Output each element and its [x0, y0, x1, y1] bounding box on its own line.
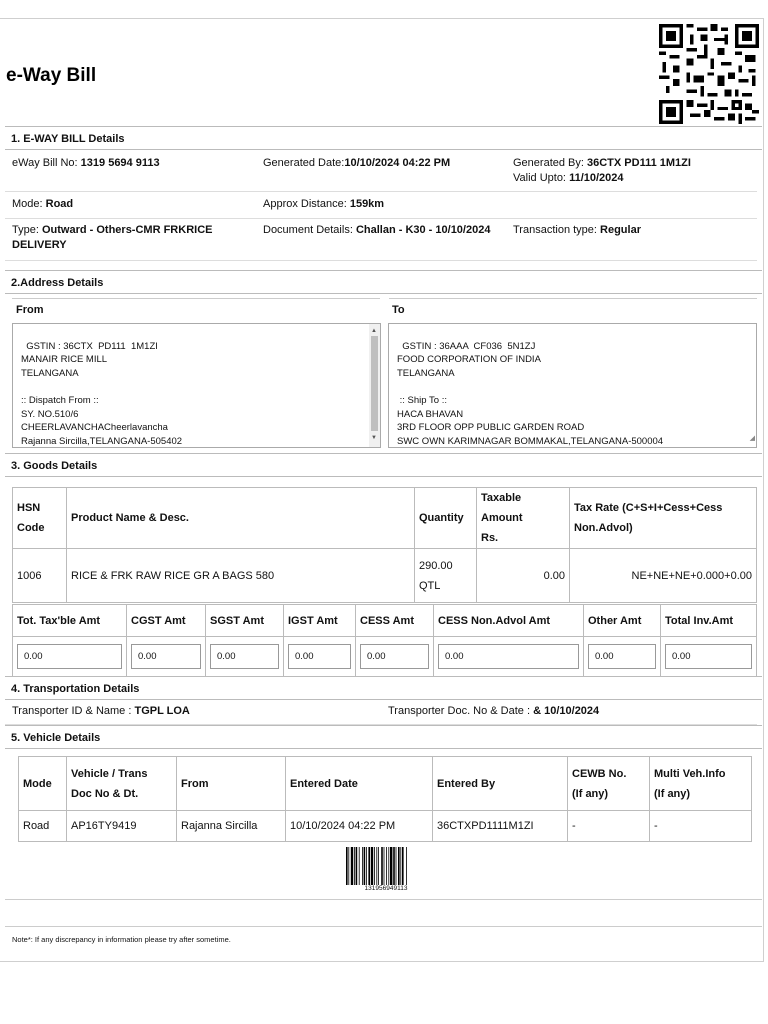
tax-col-taxable: Tot. Tax'ble Amt	[13, 605, 127, 637]
document-details-value: Challan - K30 - 10/10/2024	[355, 224, 491, 236]
cess-amt-field[interactable]: 0.00	[360, 644, 429, 669]
total-inv-amt-field[interactable]: 0.00	[665, 644, 752, 669]
type-value: Outward - Others-CMR FRKRICE	[41, 224, 213, 236]
goods-col-taxable: Taxable Amount Rs.	[477, 488, 570, 549]
transporter-doc-value: & 10/10/2024	[533, 705, 600, 717]
cgst-amt-field[interactable]: 0.00	[131, 644, 201, 669]
ewb-details-row-3	[5, 223, 757, 261]
document-details-field: Document Details: Challan - K30 - 10/10/2024	[263, 224, 491, 236]
tax-values-row	[13, 637, 757, 677]
tax-col-cess: CESS Amt	[356, 605, 434, 637]
vehicle-col-cewb: CEWB No. (If any)	[568, 757, 650, 811]
vehicle-col-multi: Multi Veh.Info (If any)	[650, 757, 752, 811]
transporter-field: Transporter ID & Name : TGPL LOA	[12, 705, 190, 717]
tot-taxable-amt-field[interactable]: 0.00	[17, 644, 122, 669]
type-value-cont: DELIVERY	[12, 239, 67, 251]
vehicle-col-entered-by: Entered By	[433, 757, 568, 811]
to-address-textarea[interactable]	[388, 323, 757, 448]
other-amt-field[interactable]: 0.00	[588, 644, 656, 669]
ewb-details-row-2	[5, 197, 757, 219]
vehicle-multi-cell: -	[650, 811, 752, 842]
ewb-no-value: 1319 5694 9113	[80, 157, 160, 169]
goods-hsn-cell: 1006	[13, 549, 67, 603]
transport-row	[5, 704, 757, 725]
transporter-doc-field: Transporter Doc. No & Date : & 10/10/2024	[388, 705, 600, 717]
table-row	[19, 811, 752, 842]
vehicle-mode-cell: Road	[19, 811, 67, 842]
goods-col-product: Product Name & Desc.	[67, 488, 415, 549]
divider	[5, 926, 762, 927]
scroll-thumb[interactable]	[371, 336, 378, 431]
divider	[5, 899, 762, 900]
section-ewb-details-heading: 1. E-WAY BILL Details	[5, 126, 762, 150]
distance-value: 159km	[349, 198, 385, 210]
vehicle-entered-by-cell: 36CTXPD1111M1ZI	[433, 811, 568, 842]
vehicle-number-cell: AP16TY9419	[67, 811, 177, 842]
from-address-textarea[interactable]	[12, 323, 381, 448]
tax-col-igst: IGST Amt	[284, 605, 356, 637]
section-address-heading: 2.Address Details	[5, 270, 762, 294]
generated-by-value: 36CTX PD111 1M1ZI	[587, 157, 691, 169]
ewb-no-field: eWay Bill No: 1319 5694 9113	[12, 157, 160, 169]
footer-note: Note*: If any discrepancy in information please try after sometime.	[12, 935, 231, 944]
distance-field: Approx Distance: 159km	[263, 198, 385, 210]
mode-value: Road	[45, 198, 74, 210]
from-address-text: GSTIN : 36CTX PD111 1M1ZI MANAIR RICE MILL TELANGANA :: Dispatch From :: SY. NO.510/6 CHEERLAVANCHACheerlavancha Rajanna Sircilla,TELANGANA-505402	[21, 340, 183, 447]
tax-col-sgst: SGST Amt	[206, 605, 284, 637]
section-vehicle-heading: 5. Vehicle Details	[5, 725, 762, 749]
goods-col-taxrate: Tax Rate (C+S+I+Cess+Cess Non.Advol)	[570, 488, 757, 549]
from-label: From	[16, 304, 44, 316]
goods-header-row	[13, 488, 757, 549]
sgst-amt-field[interactable]: 0.00	[210, 644, 279, 669]
tax-col-cess-nonadvol: CESS Non.Advol Amt	[434, 605, 584, 637]
scroll-down-arrow-icon[interactable]: ▼	[371, 435, 377, 442]
tax-header-row	[13, 605, 757, 637]
goods-quantity-cell: 290.00 QTL	[415, 549, 477, 603]
goods-taxrate-cell: NE+NE+NE+0.000+0.00	[570, 549, 757, 603]
vehicle-entered-date-cell: 10/10/2024 04:22 PM	[286, 811, 433, 842]
goods-table	[12, 487, 757, 603]
generated-date-field: Generated Date:10/10/2024 04:22 PM	[263, 157, 451, 169]
transporter-value: TGPL LOA	[134, 705, 190, 717]
section-transport-heading: 4. Transportation Details	[5, 676, 762, 700]
vehicle-table	[18, 756, 752, 842]
qr-code	[656, 24, 762, 124]
tax-col-other: Other Amt	[584, 605, 661, 637]
to-divider	[389, 298, 757, 299]
page-title: e-Way Bill	[6, 65, 97, 86]
vehicle-header-row	[19, 757, 752, 811]
barcode	[346, 847, 426, 885]
vehicle-col-vehicle: Vehicle / Trans Doc No & Dt.	[67, 757, 177, 811]
vehicle-cewb-cell: -	[568, 811, 650, 842]
to-label: To	[392, 304, 405, 316]
igst-amt-field[interactable]: 0.00	[288, 644, 351, 669]
vehicle-col-from: From	[177, 757, 286, 811]
resize-handle-icon[interactable]: ◢	[749, 435, 755, 443]
vehicle-col-mode: Mode	[19, 757, 67, 811]
to-address-text: GSTIN : 36AAA CF036 5N1ZJ FOOD CORPORATION OF INDIA TELANGANA :: Ship To :: HACA BHAVAN 3RD FLOOR OPP PUBLIC GARDEN ROAD SWC OWN KARIMNAGAR BOMMAKAL,TELANGANA-500004	[397, 340, 664, 447]
type-field: Type: Outward - Others-CMR FRKRICE DELIVERY	[12, 224, 213, 251]
scroll-up-arrow-icon[interactable]: ▲	[371, 328, 377, 334]
tax-col-cgst: CGST Amt	[127, 605, 206, 637]
ewb-details-row-1	[5, 156, 757, 192]
from-divider	[12, 298, 380, 299]
tax-summary-table	[12, 604, 757, 677]
vehicle-from-cell: Rajanna Sircilla	[177, 811, 286, 842]
from-address-scrollbar[interactable]	[369, 324, 380, 447]
tax-col-total: Total Inv.Amt	[661, 605, 757, 637]
goods-col-quantity: Quantity	[415, 488, 477, 549]
table-row	[13, 549, 757, 603]
goods-taxable-cell: 0.00	[477, 549, 570, 603]
cess-nonadvol-amt-field[interactable]: 0.00	[438, 644, 579, 669]
generated-date-value: 10/10/2024 04:22 PM	[344, 157, 451, 169]
goods-col-hsn: HSN Code	[13, 488, 67, 549]
transaction-type-field: Transaction type: Regular	[513, 224, 641, 236]
transaction-type-value: Regular	[600, 224, 641, 236]
barcode-number: 131956949113	[364, 885, 408, 892]
vehicle-col-entered-date: Entered Date	[286, 757, 433, 811]
section-goods-heading: 3. Goods Details	[5, 453, 762, 477]
generated-by-field: Generated By: 36CTX PD111 1M1ZI Valid Upto: 11/10/2024	[513, 157, 691, 184]
mode-field: Mode: Road	[12, 198, 74, 210]
goods-product-cell: RICE & FRK RAW RICE GR A BAGS 580	[67, 549, 415, 603]
valid-upto-value: 11/10/2024	[569, 172, 624, 184]
